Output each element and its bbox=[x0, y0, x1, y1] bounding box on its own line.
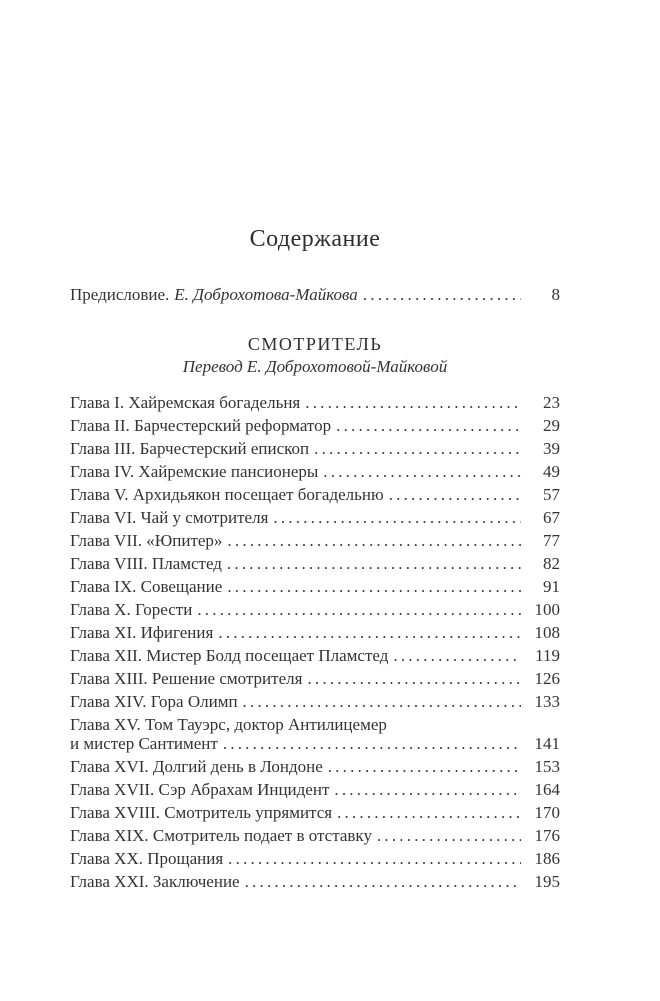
toc-row bbox=[70, 531, 560, 550]
toc-entry-title: Глава XI. Ифигения bbox=[70, 623, 214, 642]
toc-entry-title: Глава III. Барчестерский епископ bbox=[70, 439, 310, 458]
section-title: СМОТРИТЕЛЬ bbox=[247, 334, 383, 354]
toc-entry-title: Глава IV. Хайремские пансионеры bbox=[70, 462, 319, 481]
toc-page-number: 126 bbox=[534, 669, 560, 688]
toc-page-number: 57 bbox=[543, 485, 560, 504]
toc-entry-title: Глава XVIII. Смотритель упрямится bbox=[70, 803, 333, 822]
toc-entry bbox=[70, 757, 560, 776]
dot-leader bbox=[328, 757, 521, 776]
toc-entry-title: Глава XIV. Гора Олимп bbox=[70, 692, 238, 711]
toc-entry-title: Глава XVI. Долгий день в Лондоне bbox=[70, 757, 323, 776]
toc-body bbox=[70, 285, 560, 891]
toc-entry bbox=[70, 393, 560, 412]
toc-entry bbox=[70, 508, 560, 527]
dot-leader bbox=[314, 439, 521, 458]
dot-leader bbox=[336, 416, 521, 435]
toc-page-number: 39 bbox=[543, 439, 560, 458]
dot-leader bbox=[323, 462, 521, 481]
toc-entry bbox=[70, 623, 560, 642]
dot-leader bbox=[245, 872, 521, 891]
dot-leader bbox=[363, 285, 521, 304]
toc-entry bbox=[70, 646, 560, 665]
toc-list bbox=[70, 393, 560, 891]
toc-entry-title: Глава X. Горести bbox=[70, 600, 193, 619]
toc-entry-title: Глава I. Хайремская богадельня bbox=[70, 393, 301, 412]
toc-page-number: 176 bbox=[534, 826, 560, 845]
toc-entry bbox=[70, 692, 560, 711]
toc-entry-title: Глава XII. Мистер Болд посещает Пламстед bbox=[70, 646, 389, 665]
preface-author: Е. Доброхотова-Майкова bbox=[174, 285, 358, 304]
toc-row bbox=[70, 439, 560, 458]
toc-entry bbox=[70, 531, 560, 550]
preface-label: Предисловие. bbox=[70, 285, 170, 304]
toc-page-number: 133 bbox=[534, 692, 560, 711]
toc-entry-title: Глава XXI. Заключение bbox=[70, 872, 240, 891]
dot-leader bbox=[393, 646, 521, 665]
toc-row bbox=[70, 508, 560, 527]
dot-leader bbox=[337, 803, 521, 822]
dot-leader bbox=[227, 577, 521, 596]
dot-leader bbox=[197, 600, 521, 619]
preface-row bbox=[70, 285, 560, 304]
toc-row bbox=[70, 462, 560, 481]
toc-row bbox=[70, 803, 560, 822]
toc-entry bbox=[70, 849, 560, 868]
toc-row bbox=[70, 393, 560, 412]
toc-page-number: 119 bbox=[535, 646, 560, 665]
toc-entry-title: Глава XV. Том Тауэрс, доктор Антилицемер bbox=[70, 715, 387, 734]
toc-page-number: 77 bbox=[543, 531, 560, 550]
toc-entry bbox=[70, 872, 560, 891]
toc-entry-title: Глава V. Архидьякон посещает богадельню bbox=[70, 485, 384, 504]
toc-row bbox=[70, 780, 560, 799]
dot-leader bbox=[228, 849, 521, 868]
toc-entry-title: Глава II. Барчестерский реформатор bbox=[70, 416, 332, 435]
toc-row bbox=[70, 646, 560, 665]
toc-page-number: 108 bbox=[534, 623, 560, 642]
dot-leader bbox=[223, 734, 521, 753]
dot-leader bbox=[377, 826, 521, 845]
dot-leader bbox=[305, 393, 521, 412]
toc-entry-title: и мистер Сантимент bbox=[70, 734, 218, 753]
toc-entry bbox=[70, 803, 560, 822]
toc-entry bbox=[70, 669, 560, 688]
toc-entry bbox=[70, 780, 560, 799]
toc-page-number: 23 bbox=[543, 393, 560, 412]
dot-leader bbox=[273, 508, 521, 527]
dot-leader bbox=[227, 531, 521, 550]
toc-row bbox=[70, 849, 560, 868]
toc-row bbox=[70, 554, 560, 573]
toc-row bbox=[70, 734, 560, 753]
toc-entry-title: Глава XIII. Решение смотрителя bbox=[70, 669, 303, 688]
section-subtitle: Перевод Е. Доброхотовой-Майковой bbox=[182, 357, 448, 376]
toc-entry bbox=[70, 715, 560, 753]
toc-entry bbox=[70, 600, 560, 619]
toc-row bbox=[70, 600, 560, 619]
toc-entry bbox=[70, 577, 560, 596]
dot-leader bbox=[389, 485, 521, 504]
preface-page-number: 8 bbox=[551, 285, 560, 304]
toc-page-number: 164 bbox=[534, 780, 560, 799]
toc-row bbox=[70, 692, 560, 711]
toc-entry bbox=[70, 485, 560, 504]
toc-row bbox=[70, 826, 560, 845]
section-head bbox=[70, 332, 560, 378]
toc-row bbox=[70, 416, 560, 435]
toc-page-number: 49 bbox=[543, 462, 560, 481]
toc-row bbox=[70, 872, 560, 891]
toc-row bbox=[70, 485, 560, 504]
dot-leader bbox=[227, 554, 521, 573]
toc-entry bbox=[70, 439, 560, 458]
toc-page-number: 141 bbox=[534, 734, 560, 753]
toc-page-number: 67 bbox=[543, 508, 560, 527]
toc-entry-title: Глава XVII. Сэр Абрахам Инцидент bbox=[70, 780, 330, 799]
toc-entry-title: Глава VII. «Юпитер» bbox=[70, 531, 223, 550]
toc-page-number: 186 bbox=[534, 849, 560, 868]
toc-entry-title: Глава XX. Прощания bbox=[70, 849, 224, 868]
toc-entry bbox=[70, 826, 560, 845]
page-title: Содержание bbox=[249, 226, 381, 252]
dot-leader bbox=[243, 692, 521, 711]
toc-row bbox=[70, 577, 560, 596]
toc-entry-title: Глава VIII. Пламстед bbox=[70, 554, 222, 573]
toc-row bbox=[70, 623, 560, 642]
toc-entry-title: Глава XIX. Смотритель подает в отставку bbox=[70, 826, 372, 845]
toc-row bbox=[70, 669, 560, 688]
toc-page-number: 29 bbox=[543, 416, 560, 435]
dot-leader bbox=[218, 623, 521, 642]
toc-page-number: 153 bbox=[534, 757, 560, 776]
toc-page-number: 170 bbox=[534, 803, 560, 822]
toc-page-number: 100 bbox=[534, 600, 560, 619]
toc-page-number: 195 bbox=[534, 872, 560, 891]
toc-entry bbox=[70, 554, 560, 573]
toc-entry bbox=[70, 416, 560, 435]
toc-entry-title: Глава VI. Чай у смотрителя bbox=[70, 508, 269, 527]
toc-page-number: 91 bbox=[543, 577, 560, 596]
toc-page-number: 82 bbox=[543, 554, 560, 573]
dot-leader bbox=[334, 780, 521, 799]
toc-entry-title: Глава IX. Совещание bbox=[70, 577, 223, 596]
toc-entry bbox=[70, 462, 560, 481]
toc-row bbox=[70, 757, 560, 776]
dot-leader bbox=[307, 669, 521, 688]
